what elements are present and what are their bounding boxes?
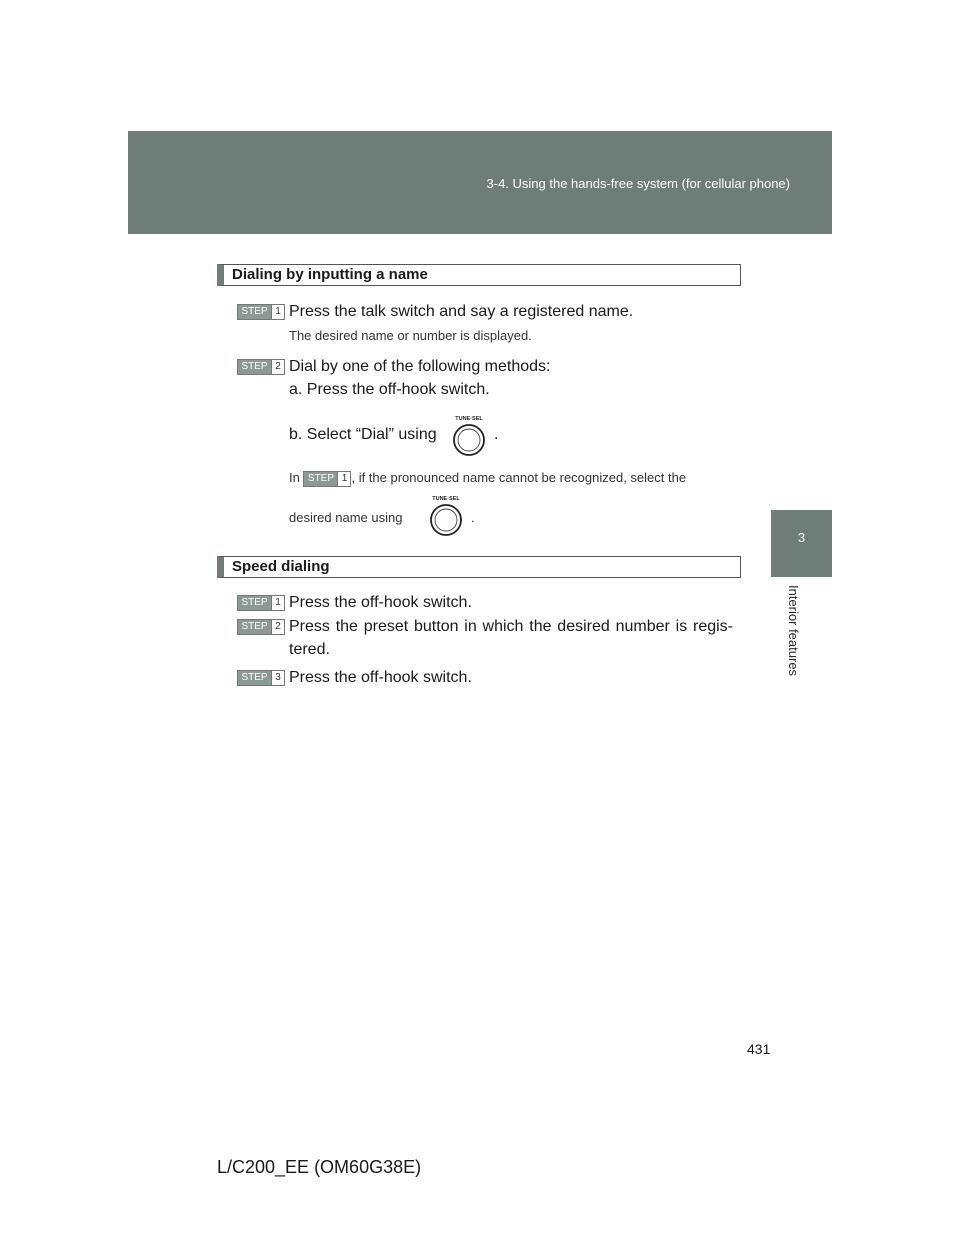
note-line-2: desired name using	[289, 510, 403, 525]
inline-step-badge	[303, 471, 351, 487]
step-badge	[237, 359, 285, 375]
step-text: Press the preset button in which the desired number is regis-tered.	[289, 618, 733, 658]
step-text: Press the off-hook switch.	[289, 594, 472, 611]
step-number: 2	[271, 620, 284, 634]
step-number: 1	[337, 472, 350, 486]
chapter-title: 3-4. Using the hands-free system (for cellular phone)	[486, 176, 790, 191]
header-band	[128, 131, 832, 234]
option-a: a. Press the off-hook switch.	[289, 381, 490, 398]
option-b: b. Select “Dial” using	[289, 426, 437, 443]
document-code: L/C200_EE (OM60G38E)	[217, 1157, 422, 1177]
note-line-1	[289, 470, 686, 487]
step-label: STEP	[238, 596, 271, 610]
step-note: The desired name or number is displayed.	[289, 328, 532, 343]
step-text: Press the talk switch and say a registered name.	[289, 303, 634, 320]
step-badge	[237, 595, 285, 611]
note-prefix: In	[289, 470, 300, 485]
section-heading-dialing-by-name: Dialing by inputting a name	[217, 264, 741, 286]
step-number: 1	[271, 596, 284, 610]
tune-sel-knob-icon	[423, 492, 469, 538]
step-label: STEP	[238, 671, 271, 685]
step-badge	[237, 619, 285, 635]
step-text: Dial by one of the following methods:	[289, 358, 551, 375]
note-suffix: , if the pronounced name cannot be recognized, select the	[351, 470, 687, 485]
step-number: 1	[271, 305, 284, 319]
option-b-end: .	[494, 426, 499, 443]
step-number: 3	[271, 671, 284, 685]
step-text: Press the off-hook switch.	[289, 669, 472, 686]
step-label: STEP	[238, 305, 271, 319]
chapter-tab[interactable]	[771, 510, 832, 577]
chapter-label: Interior features	[786, 585, 801, 677]
knob-label: TUNE·SEL	[455, 416, 483, 422]
step-badge	[237, 670, 285, 686]
step-label: STEP	[238, 360, 271, 374]
step-label: STEP	[304, 472, 337, 486]
note-line-2-end: .	[471, 510, 475, 525]
section-heading-speed-dialing: Speed dialing	[217, 556, 741, 578]
step-label: STEP	[238, 620, 271, 634]
knob-label: TUNE·SEL	[432, 496, 460, 502]
step-number: 2	[271, 360, 284, 374]
chapter-number: 3	[797, 530, 806, 545]
step-badge	[237, 304, 285, 320]
page-number: 431	[747, 1041, 771, 1057]
tune-sel-knob-icon	[446, 412, 492, 458]
